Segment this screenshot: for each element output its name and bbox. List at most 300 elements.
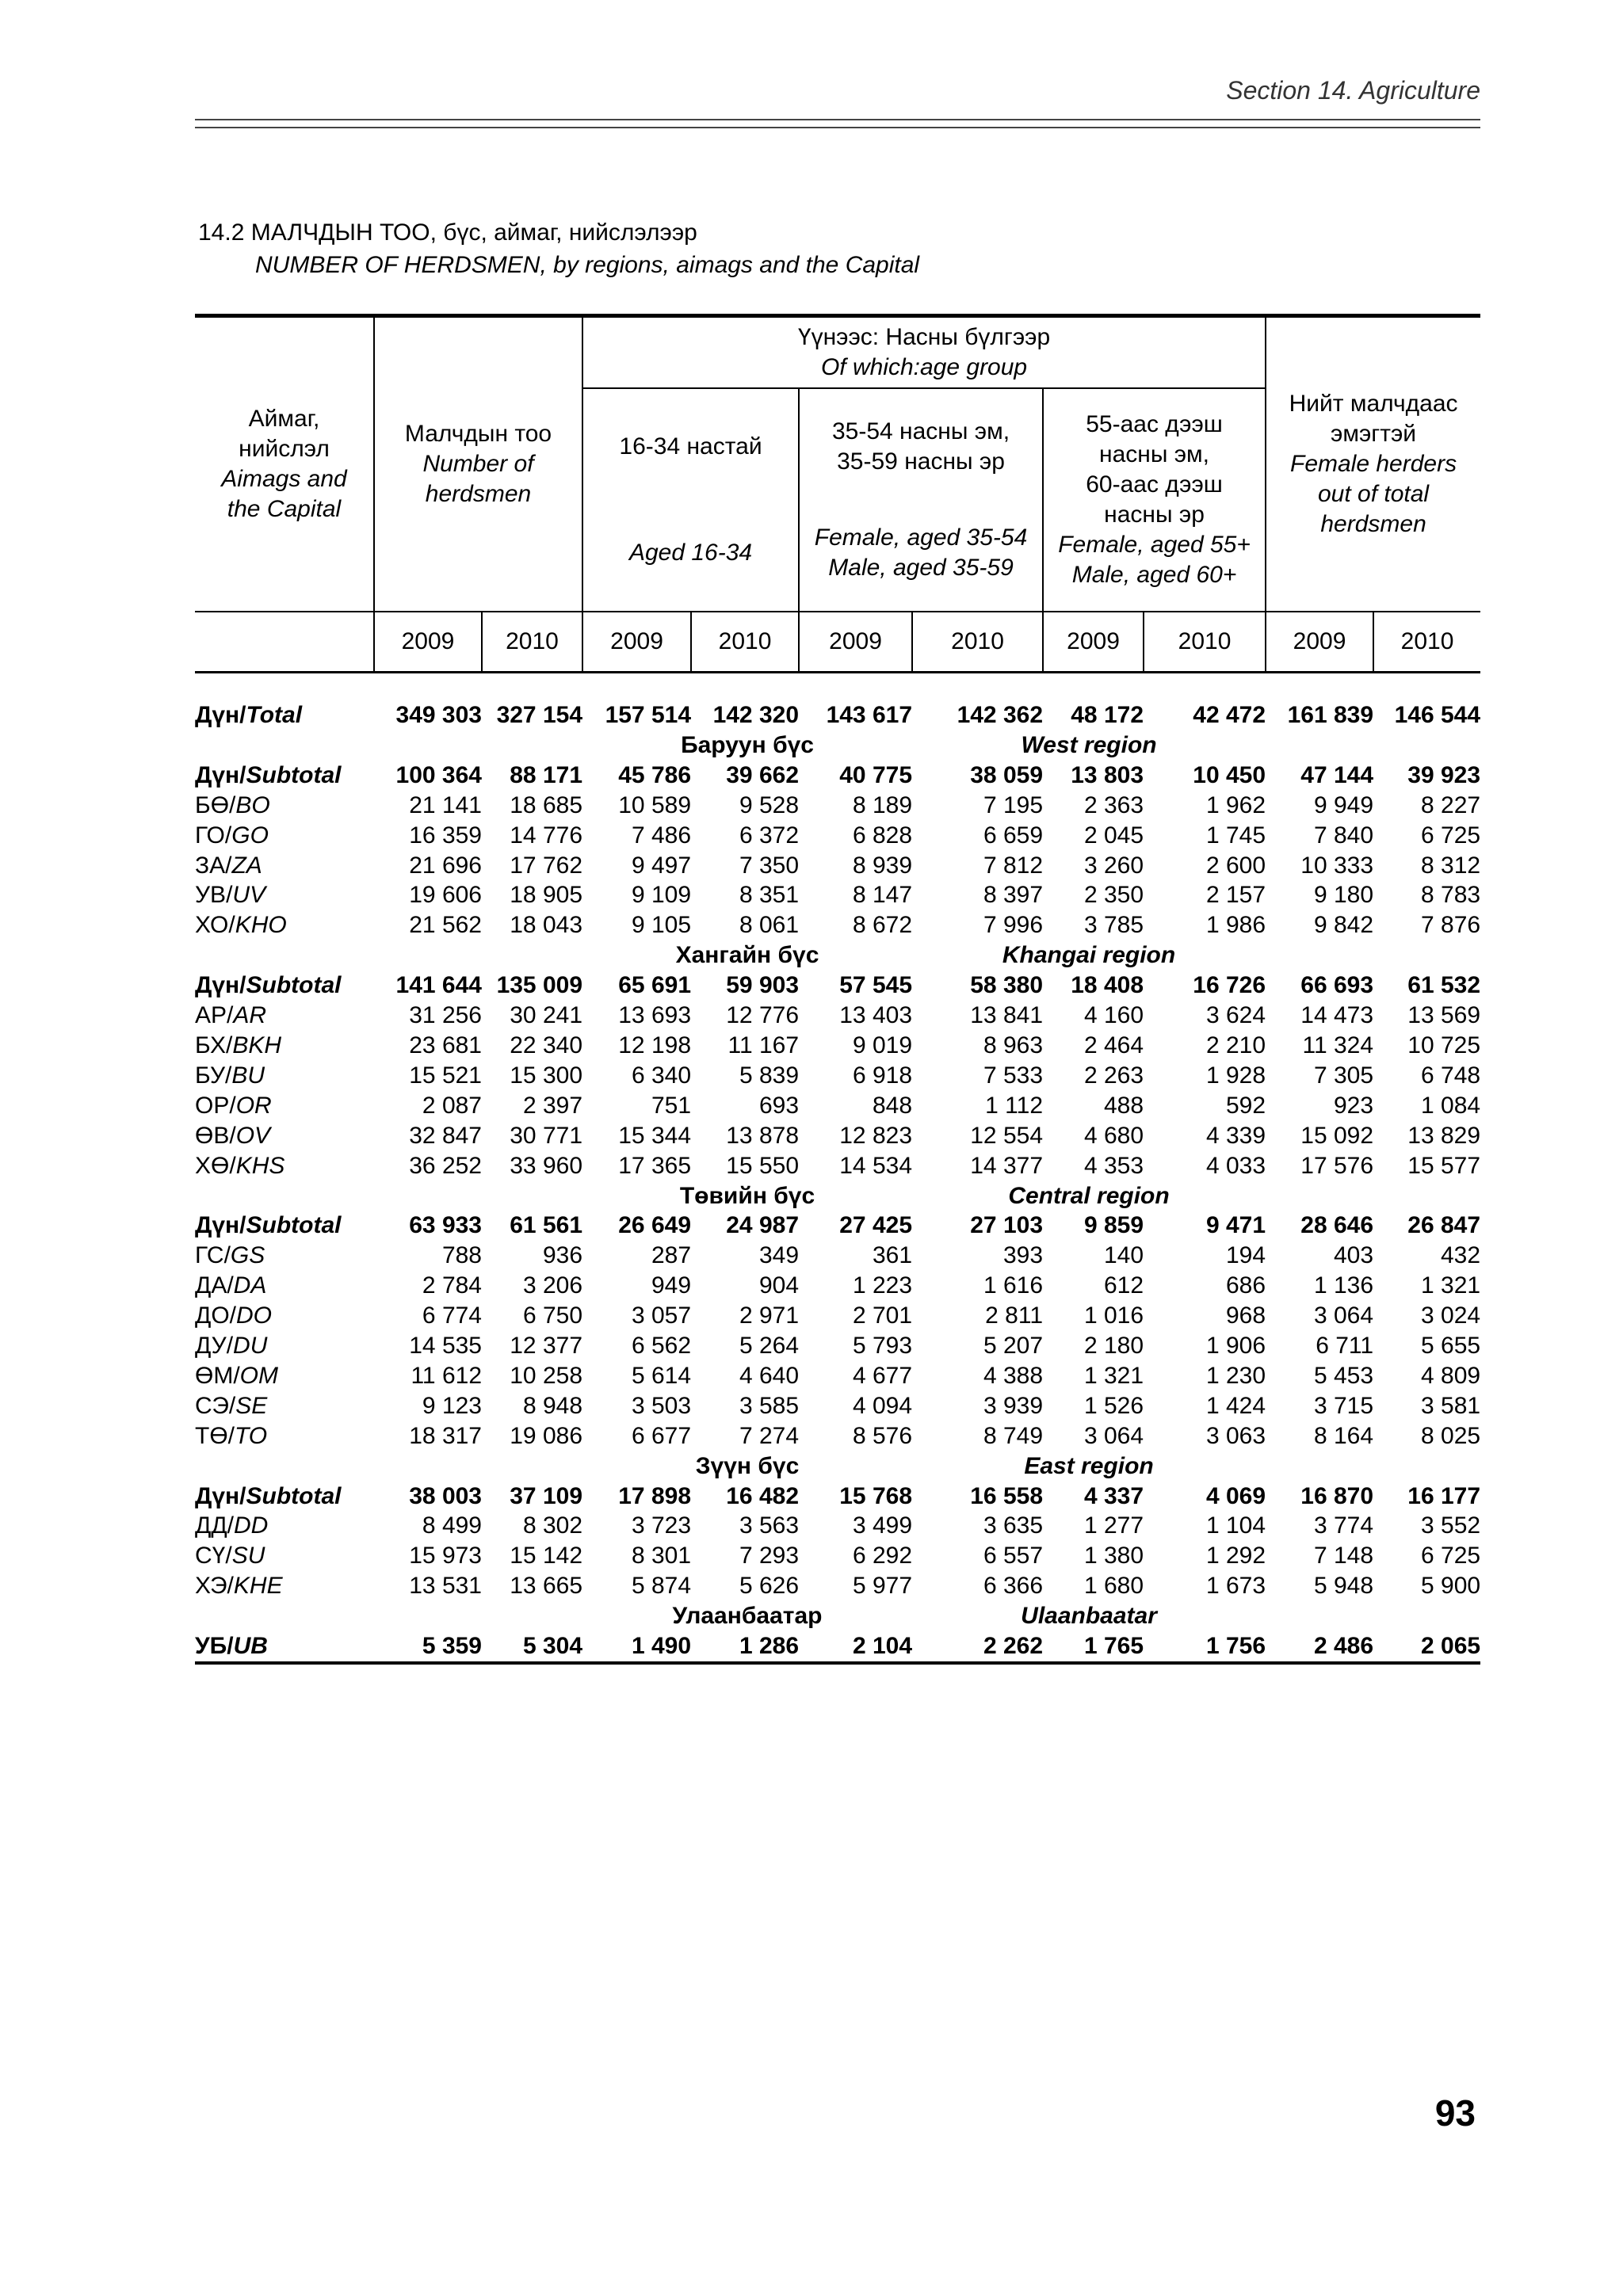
- value-cell: 3 064: [1083, 1422, 1144, 1449]
- value-cell: 88 171: [510, 761, 583, 788]
- year-cell: 2009: [374, 612, 482, 673]
- value-cell: 2 971: [739, 1302, 800, 1329]
- value-cell: 2 104: [799, 1631, 912, 1663]
- year-cell: 2009: [1043, 612, 1144, 673]
- row-label: Дүн/Subtotal: [195, 761, 342, 788]
- value-cell: 14 535: [409, 1333, 482, 1360]
- header-rule: [195, 119, 1480, 120]
- row-label: БӨ/BO: [195, 791, 270, 818]
- value-cell: 2 811: [985, 1302, 1044, 1329]
- row-label: АР/AR: [195, 1002, 267, 1029]
- value-cell: 592: [1225, 1092, 1266, 1119]
- value-cell: 27 425: [839, 1212, 913, 1239]
- value-cell: 12 823: [839, 1122, 913, 1149]
- value-cell: 61 561: [510, 1212, 583, 1239]
- value-cell: 141 644: [395, 972, 482, 999]
- value-cell: 4 337: [1083, 1482, 1144, 1509]
- value-cell: 142 362: [957, 702, 1044, 728]
- value-cell: 6 372: [739, 822, 800, 849]
- value-cell: 4 388: [983, 1362, 1044, 1389]
- value-cell: 3 499: [852, 1512, 913, 1539]
- value-cell: 1 223: [852, 1272, 913, 1299]
- table-row: [195, 1571, 1480, 1601]
- region-column-header: Аймаг, нийслэл Aimags and the Capital: [195, 316, 374, 612]
- value-cell: 12 377: [510, 1333, 583, 1360]
- value-cell: 3 063: [1205, 1422, 1266, 1449]
- value-cell: 30 771: [510, 1122, 583, 1149]
- value-cell: 6 774: [422, 1302, 482, 1329]
- value-cell: 146 544: [1394, 702, 1481, 728]
- value-cell: 7 274: [739, 1422, 800, 1449]
- value-cell: 16 726: [1193, 972, 1266, 999]
- value-cell: 9 123: [422, 1392, 482, 1419]
- value-cell: 1 962: [1205, 791, 1266, 818]
- value-cell: 11 324: [1302, 1032, 1374, 1058]
- value-cell: 5 614: [631, 1362, 692, 1389]
- value-cell: 3 624: [1205, 1002, 1266, 1029]
- value-cell: 18 685: [510, 791, 583, 818]
- value-cell: 17 898: [618, 1482, 692, 1509]
- value-cell: 1 136: [1313, 1272, 1374, 1299]
- value-cell: 66 693: [1300, 972, 1374, 999]
- value-cell: 5 304: [482, 1631, 582, 1663]
- value-cell: 5 977: [852, 1573, 913, 1600]
- value-cell: 1 490: [582, 1631, 691, 1663]
- value-cell: 788: [441, 1242, 482, 1269]
- value-cell: 1 016: [1083, 1302, 1144, 1329]
- table-row: [195, 1061, 1480, 1091]
- value-cell: 349 303: [395, 702, 482, 728]
- value-cell: 6 725: [1420, 1543, 1481, 1569]
- value-cell: 848: [872, 1092, 913, 1119]
- value-cell: 15 521: [409, 1062, 482, 1089]
- value-cell: 968: [1225, 1302, 1266, 1329]
- value-cell: 9 105: [631, 912, 692, 939]
- table-row: [195, 1631, 1480, 1663]
- value-cell: 7 148: [1313, 1543, 1374, 1569]
- value-cell: 15 768: [839, 1482, 913, 1509]
- value-cell: 7 840: [1313, 822, 1374, 849]
- row-label: ГС/GS: [195, 1242, 265, 1269]
- value-cell: 28 646: [1300, 1212, 1374, 1239]
- value-cell: 1 928: [1205, 1062, 1266, 1089]
- row-label: ДО/DO: [195, 1302, 272, 1329]
- row-label: ДД/DD: [195, 1512, 269, 1539]
- table-header: [195, 316, 1480, 673]
- value-cell: 57 545: [839, 972, 913, 999]
- value-cell: 6 725: [1420, 822, 1481, 849]
- value-cell: 686: [1225, 1272, 1266, 1299]
- header-rule: [195, 127, 1480, 128]
- value-cell: 8 312: [1420, 852, 1481, 879]
- value-cell: 2 045: [1083, 822, 1144, 849]
- year-cell: 2009: [1266, 612, 1373, 673]
- herdsmen-column-header: Малчдын тоо Number of herdsmen: [374, 316, 582, 612]
- value-cell: 15 142: [510, 1543, 583, 1569]
- value-cell: 39 662: [726, 761, 800, 788]
- region-name-mn: Баруун бүс: [681, 731, 814, 758]
- region-heading: [195, 1601, 1480, 1631]
- region-name-mn: Төвийн бүс: [679, 1182, 815, 1209]
- value-cell: 48 172: [1071, 702, 1144, 728]
- region-heading: [195, 730, 1480, 761]
- value-cell: 22 340: [510, 1032, 583, 1058]
- value-cell: 8 061: [739, 912, 800, 939]
- value-cell: 9 528: [739, 791, 800, 818]
- value-cell: 904: [758, 1272, 800, 1299]
- value-cell: 1 526: [1083, 1392, 1144, 1419]
- value-cell: 2 065: [1373, 1631, 1480, 1663]
- value-cell: 26 649: [618, 1212, 692, 1239]
- value-cell: 7 195: [983, 791, 1044, 818]
- value-cell: 4 160: [1083, 1002, 1144, 1029]
- table-row: [195, 1511, 1480, 1541]
- value-cell: 8 499: [422, 1512, 482, 1539]
- value-cell: 5 453: [1313, 1362, 1374, 1389]
- value-cell: 2 464: [1083, 1032, 1144, 1058]
- value-cell: 40 775: [839, 761, 913, 788]
- value-cell: 24 987: [726, 1212, 800, 1239]
- value-cell: 10 725: [1407, 1032, 1481, 1058]
- value-cell: 45 786: [618, 761, 692, 788]
- value-cell: 16 558: [970, 1482, 1044, 1509]
- value-cell: 5 948: [1313, 1573, 1374, 1600]
- subtotal-row: [195, 1211, 1480, 1241]
- row-label: Дүн/Subtotal: [195, 972, 342, 999]
- region-name-en: East region: [1024, 1452, 1154, 1479]
- value-cell: 14 377: [970, 1152, 1044, 1179]
- value-cell: 5 900: [1420, 1573, 1481, 1600]
- value-cell: 30 241: [510, 1002, 583, 1029]
- value-cell: 38 003: [409, 1482, 482, 1509]
- subtotal-row: [195, 1482, 1480, 1512]
- value-cell: 2 262: [912, 1631, 1043, 1663]
- value-cell: 27 103: [970, 1212, 1044, 1239]
- table-row: [195, 1031, 1480, 1061]
- region-name-en: West region: [1021, 731, 1157, 758]
- value-cell: 3 563: [739, 1512, 800, 1539]
- value-cell: 17 365: [618, 1152, 692, 1179]
- value-cell: 2 397: [522, 1092, 583, 1119]
- value-cell: 17 576: [1300, 1152, 1374, 1179]
- table-row: [195, 910, 1480, 940]
- value-cell: 8 301: [631, 1543, 692, 1569]
- value-cell: 8 783: [1420, 882, 1481, 909]
- value-cell: 12 198: [618, 1032, 692, 1058]
- table-row: [195, 821, 1480, 851]
- value-cell: 18 408: [1071, 972, 1144, 999]
- value-cell: 142 320: [712, 702, 800, 728]
- year-header-row: [195, 612, 1480, 673]
- value-cell: 2 263: [1083, 1062, 1144, 1089]
- value-cell: 393: [1002, 1242, 1044, 1269]
- value-cell: 1 277: [1083, 1512, 1144, 1539]
- table-row: [195, 1271, 1480, 1301]
- value-cell: 3 024: [1420, 1302, 1481, 1329]
- value-cell: 6 828: [852, 822, 913, 849]
- value-cell: 2 350: [1083, 882, 1144, 909]
- value-cell: 327 154: [496, 702, 583, 728]
- value-cell: 4 680: [1083, 1122, 1144, 1149]
- value-cell: 11 167: [727, 1032, 800, 1058]
- row-label: Дүн/Subtotal: [195, 1482, 342, 1509]
- value-cell: 287: [651, 1242, 692, 1269]
- value-cell: 59 903: [726, 972, 800, 999]
- value-cell: 5 359: [374, 1631, 482, 1663]
- age-35-54-header: 35-54 насны эм, 35-59 насны эр Female, aged 35-54 Male, aged 35-59: [799, 388, 1043, 612]
- row-label: ЗА/ZA: [195, 852, 262, 879]
- value-cell: 4 809: [1420, 1362, 1481, 1389]
- value-cell: 8 939: [852, 852, 913, 879]
- age-55-plus-header: 55-аас дээш насны эм, 60-аас дээш насны эр Female, aged 55+ Male, aged 60+: [1043, 388, 1266, 612]
- value-cell: 58 380: [970, 972, 1044, 999]
- value-cell: 4 094: [852, 1392, 913, 1419]
- value-cell: 6 366: [983, 1573, 1044, 1600]
- row-label: ОР/OR: [195, 1092, 272, 1119]
- value-cell: 12 554: [970, 1122, 1044, 1149]
- row-label: ХО/KHO: [195, 912, 287, 939]
- value-cell: 3 585: [739, 1392, 800, 1419]
- value-cell: 10 258: [510, 1362, 583, 1389]
- table-row: [195, 880, 1480, 910]
- value-cell: 13 829: [1407, 1122, 1481, 1149]
- age-16-34-header: 16-34 настай Aged 16-34: [582, 388, 799, 612]
- table-row: [195, 1151, 1480, 1181]
- value-cell: 7 293: [739, 1543, 800, 1569]
- value-cell: 8 963: [983, 1032, 1044, 1058]
- value-cell: 15 973: [409, 1543, 482, 1569]
- value-cell: 21 562: [409, 912, 482, 939]
- value-cell: 432: [1441, 1242, 1481, 1269]
- value-cell: 7 305: [1313, 1062, 1374, 1089]
- value-cell: 13 878: [726, 1122, 800, 1149]
- value-cell: 21 696: [409, 852, 482, 879]
- value-cell: 31 256: [409, 1002, 482, 1029]
- table-row: [195, 1301, 1480, 1331]
- value-cell: 7 996: [983, 912, 1044, 939]
- value-cell: 5 626: [739, 1573, 800, 1600]
- value-cell: 47 144: [1300, 761, 1374, 788]
- row-label: ГО/GO: [195, 822, 269, 849]
- value-cell: 11 612: [411, 1362, 482, 1389]
- value-cell: 1 112: [985, 1092, 1044, 1119]
- value-cell: 18 043: [510, 912, 583, 939]
- value-cell: 1 321: [1420, 1272, 1481, 1299]
- value-cell: 7 876: [1420, 912, 1481, 939]
- value-cell: 15 550: [726, 1152, 800, 1179]
- row-label: ӨВ/OV: [195, 1122, 271, 1149]
- value-cell: 6 557: [983, 1543, 1044, 1569]
- subtotal-row: [195, 971, 1480, 1001]
- value-cell: 1 230: [1205, 1362, 1266, 1389]
- value-cell: 3 260: [1083, 852, 1144, 879]
- value-cell: 693: [758, 1092, 800, 1119]
- value-cell: 143 617: [826, 702, 913, 728]
- value-cell: 6 292: [852, 1543, 913, 1569]
- value-cell: 8 302: [522, 1512, 583, 1539]
- value-cell: 2 157: [1205, 882, 1266, 909]
- value-cell: 5 839: [739, 1062, 800, 1089]
- value-cell: 403: [1333, 1242, 1374, 1269]
- value-cell: 6 711: [1316, 1333, 1374, 1360]
- value-cell: 4 033: [1205, 1152, 1266, 1179]
- value-cell: 15 092: [1300, 1122, 1374, 1149]
- value-cell: 2 087: [422, 1092, 482, 1119]
- value-cell: 13 531: [409, 1573, 482, 1600]
- year-cell: 2009: [582, 612, 691, 673]
- value-cell: 4 339: [1205, 1122, 1266, 1149]
- row-label: ХӨ/KHS: [195, 1152, 285, 1179]
- row-label: ӨМ/OM: [195, 1362, 278, 1389]
- value-cell: 5 264: [739, 1333, 800, 1360]
- value-cell: 1 673: [1205, 1573, 1266, 1600]
- value-cell: 2 784: [422, 1272, 482, 1299]
- value-cell: 1 084: [1420, 1092, 1481, 1119]
- value-cell: 1 321: [1083, 1362, 1144, 1389]
- value-cell: 8 948: [522, 1392, 583, 1419]
- value-cell: 3 552: [1420, 1512, 1481, 1539]
- table-row: [195, 1421, 1480, 1451]
- value-cell: 3 939: [983, 1392, 1044, 1419]
- year-cell: 2010: [691, 612, 799, 673]
- region-name-mn: Зүүн бүс: [695, 1452, 800, 1479]
- value-cell: 16 359: [409, 822, 482, 849]
- value-cell: 17 762: [510, 852, 583, 879]
- value-cell: 5 793: [852, 1333, 913, 1360]
- value-cell: 14 534: [839, 1152, 913, 1179]
- value-cell: 751: [651, 1092, 692, 1119]
- value-cell: 8 227: [1420, 791, 1481, 818]
- value-cell: 14 473: [1300, 1002, 1374, 1029]
- value-cell: 19 606: [409, 882, 482, 909]
- value-cell: 12 776: [726, 1002, 800, 1029]
- value-cell: 1 745: [1205, 822, 1266, 849]
- value-cell: 1 765: [1043, 1631, 1144, 1663]
- value-cell: 15 577: [1407, 1152, 1481, 1179]
- value-cell: 3 581: [1420, 1392, 1481, 1419]
- table-row: [195, 1361, 1480, 1391]
- value-cell: 8 672: [852, 912, 913, 939]
- row-label: ДА/DA: [195, 1272, 267, 1299]
- table-body: [195, 673, 1480, 1664]
- value-cell: 26 847: [1407, 1212, 1481, 1239]
- row-label: ТӨ/TO: [195, 1422, 268, 1449]
- value-cell: 7 812: [983, 852, 1044, 879]
- value-cell: 23 681: [409, 1032, 482, 1058]
- year-cell: 2009: [799, 612, 912, 673]
- value-cell: 37 109: [510, 1482, 583, 1509]
- year-cell: 2010: [912, 612, 1043, 673]
- value-cell: 13 403: [839, 1002, 913, 1029]
- value-cell: 63 933: [409, 1212, 482, 1239]
- value-cell: 8 351: [739, 882, 800, 909]
- table-row: [195, 1241, 1480, 1271]
- value-cell: 9 019: [852, 1032, 913, 1058]
- value-cell: 3 785: [1083, 912, 1144, 939]
- table-title-mn: 14.2 МАЛЧДЫН ТОО, бүс, аймаг, нийслэлээр: [198, 219, 697, 246]
- value-cell: 4 069: [1205, 1482, 1266, 1509]
- region-heading: [195, 1451, 1480, 1482]
- value-cell: 488: [1103, 1092, 1144, 1119]
- value-cell: 42 472: [1193, 702, 1266, 728]
- region-heading: [195, 940, 1480, 971]
- table-row: [195, 851, 1480, 881]
- row-label: БУ/BU: [195, 1062, 265, 1089]
- value-cell: 2 363: [1083, 791, 1144, 818]
- table-title-en: NUMBER OF HERDSMEN, by regions, aimags and the Capital: [255, 252, 920, 278]
- year-cell: 2010: [482, 612, 582, 673]
- value-cell: 18 317: [409, 1422, 482, 1449]
- value-cell: 5 655: [1420, 1333, 1481, 1360]
- value-cell: 936: [542, 1242, 583, 1269]
- value-cell: 7 350: [739, 852, 800, 879]
- value-cell: 140: [1103, 1242, 1144, 1269]
- value-cell: 1 616: [983, 1272, 1044, 1299]
- value-cell: 8 025: [1420, 1422, 1481, 1449]
- value-cell: 15 300: [510, 1062, 583, 1089]
- value-cell: 949: [651, 1272, 692, 1299]
- row-label: ХЭ/KHE: [195, 1573, 283, 1600]
- value-cell: 10 333: [1300, 852, 1374, 879]
- region-heading: [195, 1181, 1480, 1211]
- value-cell: 1 906: [1205, 1333, 1266, 1360]
- value-cell: 8 576: [852, 1422, 913, 1449]
- value-cell: 13 693: [618, 1002, 692, 1029]
- value-cell: 9 180: [1313, 882, 1374, 909]
- row-label: ДУ/DU: [195, 1333, 268, 1360]
- value-cell: 7 486: [631, 822, 692, 849]
- row-label: УВ/UV: [195, 882, 266, 909]
- value-cell: 9 109: [631, 882, 692, 909]
- table-row: [195, 1121, 1480, 1151]
- row-label: Дүн/Total: [195, 702, 303, 728]
- value-cell: 3 635: [983, 1512, 1044, 1539]
- row-label: СЭ/SE: [195, 1392, 268, 1419]
- value-cell: 9 949: [1313, 791, 1374, 818]
- value-cell: 161 839: [1287, 702, 1374, 728]
- value-cell: 1 680: [1083, 1573, 1144, 1600]
- row-label: Дүн/Subtotal: [195, 1212, 342, 1239]
- value-cell: 9 471: [1205, 1212, 1266, 1239]
- value-cell: 16 870: [1300, 1482, 1374, 1509]
- value-cell: 1 424: [1205, 1392, 1266, 1419]
- row-label: СҮ/SU: [195, 1543, 265, 1569]
- value-cell: 135 009: [496, 972, 583, 999]
- table-row: [195, 791, 1480, 821]
- value-cell: 33 960: [510, 1152, 583, 1179]
- value-cell: 6 677: [631, 1422, 692, 1449]
- value-cell: 923: [1333, 1092, 1374, 1119]
- value-cell: 2 701: [852, 1302, 913, 1329]
- table-row: [195, 1091, 1480, 1121]
- age-group-header: Үүнээс: Насны бүлгээр Of which:age group: [582, 316, 1266, 389]
- table-row: [195, 1001, 1480, 1031]
- value-cell: 1 380: [1083, 1543, 1144, 1569]
- value-cell: 8 749: [983, 1422, 1044, 1449]
- region-name-en: Ulaanbaatar: [1021, 1603, 1157, 1630]
- value-cell: 5 874: [631, 1573, 692, 1600]
- value-cell: 16 177: [1407, 1482, 1481, 1509]
- running-head: Section 14. Agriculture: [1226, 76, 1480, 105]
- value-cell: 194: [1225, 1242, 1266, 1269]
- value-cell: 7 533: [983, 1062, 1044, 1089]
- value-cell: 1 986: [1205, 912, 1266, 939]
- value-cell: 13 841: [970, 1002, 1044, 1029]
- total-row: [195, 700, 1480, 730]
- year-cell: 2010: [1144, 612, 1266, 673]
- value-cell: 10 450: [1193, 761, 1266, 788]
- region-name-mn: Хангайн бүс: [675, 942, 819, 969]
